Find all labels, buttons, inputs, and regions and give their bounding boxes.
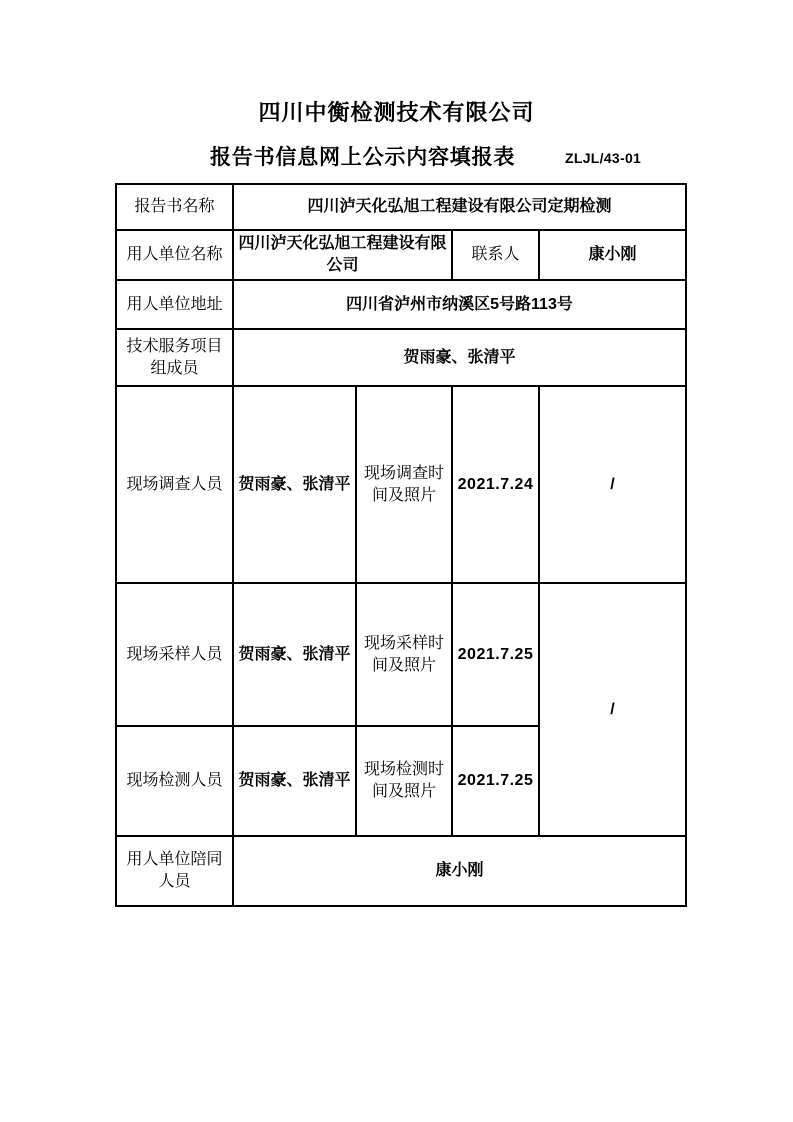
- employer-name-label: 用人单位名称: [116, 230, 233, 280]
- row-employer-name: [116, 230, 686, 280]
- form-code: ZLJL/43-01: [565, 150, 642, 166]
- employer-address-value: 四川省泸州市纳溪区5号路113号: [233, 280, 686, 329]
- detection-time-label: 现场检测时间及照片: [356, 726, 452, 836]
- row-escort: [116, 836, 686, 906]
- employer-name-value: 四川泸天化弘旭工程建设有限公司: [233, 230, 452, 280]
- report-info-table: [115, 183, 687, 907]
- company-title: 四川中衡检测技术有限公司: [258, 100, 535, 125]
- team-members-label: 技术服务项目组成员: [116, 329, 233, 386]
- sampling-members: 贺雨豪、张清平: [233, 583, 356, 726]
- sampling-date: 2021.7.25: [452, 583, 539, 726]
- escort-label: 用人单位陪同人员: [116, 836, 233, 906]
- form-title: 报告书信息网上公示内容填报表: [210, 146, 516, 169]
- sampling-label: 现场采样人员: [116, 583, 233, 726]
- row-employer-address: [116, 280, 686, 329]
- report-name-value: 四川泸天化弘旭工程建设有限公司定期检测: [233, 184, 686, 230]
- detection-date: 2021.7.25: [452, 726, 539, 836]
- row-sampling: [116, 583, 686, 726]
- row-report-name: [116, 184, 686, 230]
- sampling-time-label: 现场采样时间及照片: [356, 583, 452, 726]
- escort-value: 康小刚: [233, 836, 686, 906]
- report-name-label: 报告书名称: [116, 184, 233, 230]
- survey-time-label: 现场调查时间及照片: [356, 386, 452, 583]
- contact-value: 康小刚: [539, 230, 686, 280]
- survey-members: 贺雨豪、张清平: [233, 386, 356, 583]
- detection-label: 现场检测人员: [116, 726, 233, 836]
- employer-address-label: 用人单位地址: [116, 280, 233, 329]
- row-survey: [116, 386, 686, 583]
- contact-label: 联系人: [452, 230, 539, 280]
- survey-photo-cell: /: [539, 386, 686, 583]
- survey-date: 2021.7.24: [452, 386, 539, 583]
- sampling-detection-photo-cell: /: [539, 583, 686, 836]
- row-team-members: [116, 329, 686, 386]
- team-members-value: 贺雨豪、张清平: [233, 329, 686, 386]
- detection-members: 贺雨豪、张清平: [233, 726, 356, 836]
- survey-label: 现场调查人员: [116, 386, 233, 583]
